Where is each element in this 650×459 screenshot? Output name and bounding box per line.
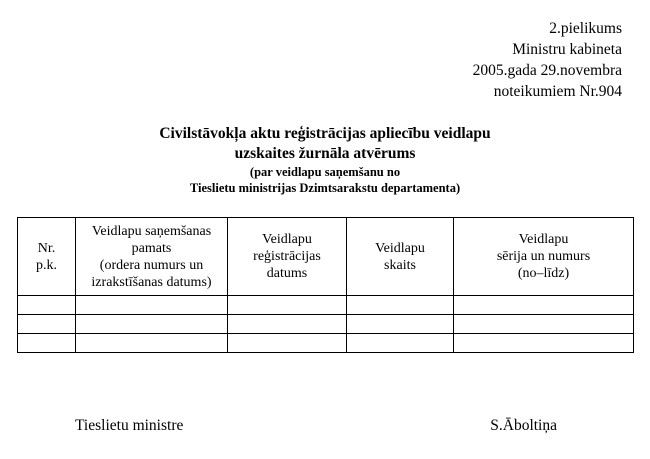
table-row [18,296,634,315]
table-cell [76,296,228,315]
table-row [18,334,634,353]
column-header-number [18,218,76,296]
table-cell [347,315,454,334]
table-cell [228,315,347,334]
header-text: izrakstīšanas datums) [91,274,212,290]
subtitle-line-1: (par veidlapu saņemšanu no [249,165,401,179]
table-cell [228,334,347,353]
table-cell [228,296,347,315]
table-row [18,315,634,334]
table-cell [347,334,454,353]
annex-issuer: Ministru kabineta [512,41,622,58]
table-header-row [18,218,634,296]
table-cell [76,315,228,334]
header-text: skaits [384,257,416,273]
column-header-series-number [454,218,634,296]
header-text: reģistrācijas [253,249,321,264]
annex-regulation: noteikumiem Nr.904 [493,83,622,100]
header-text: (ordera numurs un [99,257,204,273]
table-cell [454,296,634,315]
header-text: Veidlapu [518,232,569,247]
header-text: sērija un numurs [496,249,591,264]
header-text: Veidlapu [262,232,312,247]
signatory-name: S.Āboltiņa [490,417,557,434]
signatory-title: Tieslietu ministre [75,417,184,434]
header-text: Veidlapu saņemšanas [91,223,212,239]
header-text: pamats [131,240,172,256]
table-cell [454,315,634,334]
table-cell [18,296,76,315]
column-header-receipt-basis [76,218,228,296]
document-title [0,124,650,196]
annex-date: 2005.gada 29.novembra [472,62,622,79]
header-text: p.k. [36,257,57,273]
title-line-2: uzskaites žurnāla atvērums [234,145,416,162]
table-cell [76,334,228,353]
journal-table [17,217,634,353]
annex-number: 2.pielikums [549,20,622,37]
header-text: datums [266,266,308,281]
title-line-1: Civilstāvokļa aktu reģistrācijas apliecību veidlapu [159,125,491,142]
column-header-count [347,218,454,296]
header-text: (no–līdz) [517,266,570,281]
annex-reference [473,18,622,102]
header-text: Veidlapu [375,240,425,256]
table-cell [347,296,454,315]
column-header-registration-date [228,218,347,296]
header-text: Nr. [37,240,56,256]
table-cell [18,315,76,334]
table-cell [454,334,634,353]
table-cell [18,334,76,353]
subtitle-line-2: Tieslietu ministrijas Dzimtsarakstu departamenta) [189,181,461,195]
